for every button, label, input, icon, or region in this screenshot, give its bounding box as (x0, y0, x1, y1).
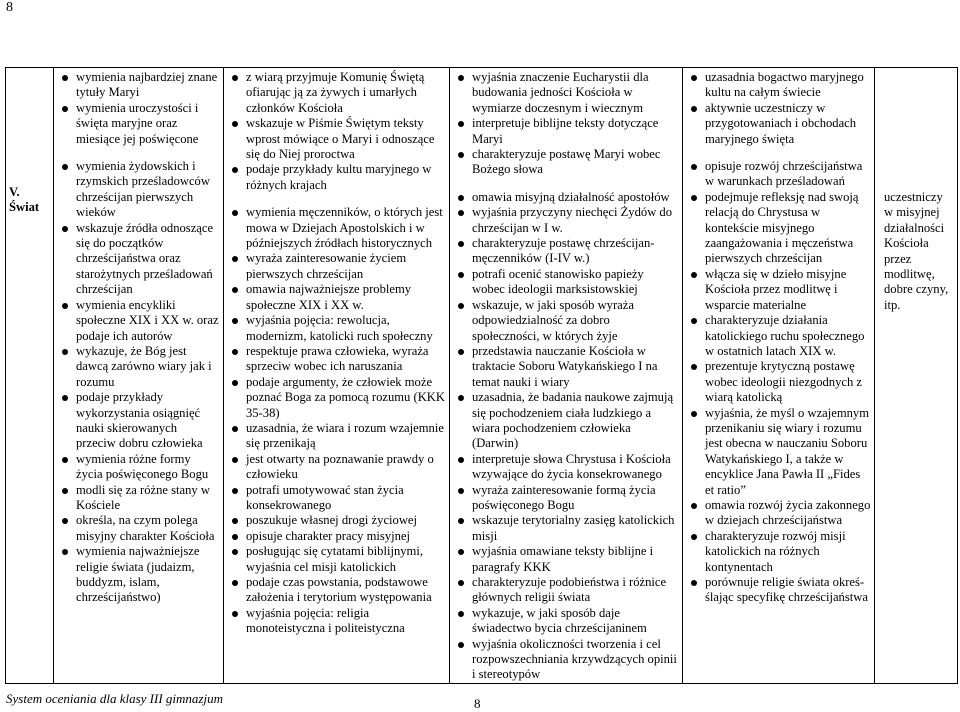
list-item: wyjaśnia, że myśl o wzajemnym przenikaniu się wiary i rozumu jest obecna w nauczaniu Soboru Watykańskiego I, a także w encyklice Jana Pawła II „Fides et ratio” (686, 406, 871, 498)
col1-group (57, 159, 220, 606)
list-item: jest otwarty na poznawanie prawdy o człowieku (227, 452, 446, 483)
list-item: potrafi umotywować stan życia konsekrowanego (227, 483, 446, 514)
list-item: wyjaśnia przyczyny niechęci Żydów do chrześcijan w I w. (453, 205, 679, 236)
list-item: podaje przykłady wykorzystania osiągnięć nauki skierowanych przeciw dobru człowieka (57, 390, 220, 452)
list-item: posługując się cytatami biblijnymi, wyjaśnia cel misji katolickich (227, 544, 446, 575)
page-number-top: 8 (6, 0, 13, 15)
list-item: poszukuje własnej drogi życiowej (227, 513, 446, 528)
list-item: wyjaśnia pojęcia: rewolucja, modernizm, katolicki ruch społeczny (227, 313, 446, 344)
list-item: charakteryzuje działania katolickiego ruchu społecznego w ostatnich latach XIX w. (686, 313, 871, 359)
col2-group (227, 205, 446, 636)
list-item: podejmuje refleksję nad swoją relacją do Chrystusa w kontekście misyjnego zaangażowania i męczeństwa pierwszych chrześcijan (686, 190, 871, 267)
list-item: wymienia różne formy życia poświęconego Bogu (57, 452, 220, 483)
list-item: interpretuje biblijne teksty dotyczące Maryi (453, 116, 679, 147)
list-item: respektuje prawa człowieka, wyraża sprzeciw wobec ich naruszania (227, 344, 446, 375)
col3-group (453, 70, 679, 178)
list-item: charakteryzuje podobieństwa i różnice głównych religii świata (453, 575, 679, 606)
grading-table (5, 67, 958, 684)
list-item: przedstawia nauczanie Kościoła w traktacie Soboru Watykańskiego I na temat nauki i wiary (453, 344, 679, 390)
list-item: wymienia najbardziej znane tytuły Maryi (57, 70, 220, 101)
list-item: wyraża zainteresowanie życiem pierwszych chrześcijan (227, 251, 446, 282)
footer-page-number: 8 (474, 696, 481, 711)
grade-column-4 (683, 68, 875, 684)
list-item: wskazuje źródła odnoszące się do początków chrześcijaństwa oraz starożytnych prześladowań chrześcijan (57, 221, 220, 298)
list-item: charakteryzuje postawę chrześcijan-męczenników (I-IV w.) (453, 236, 679, 267)
list-item: omawia najważniejsze problemy społeczne XIX i XX w. (227, 282, 446, 313)
list-item: wymienia żydowskich i rzymskich prześladowców chrześcijan pierwszych wieków (57, 159, 220, 221)
list-item: podaje argumenty, że człowiek może poznać Boga za pomocą rozumu (KKK 35-38) (227, 375, 446, 421)
list-item: podaje przykłady kultu maryjnego w różnych krajach (227, 162, 446, 193)
list-item: wskazuje w Piśmie Świętym teksty wprost mówiące o Maryi i odnoszące się do Niej proroctwa (227, 116, 446, 162)
list-item: wykazuje, w jaki sposób daje świadectwo bycia chrześcijaninem (453, 606, 679, 637)
list-item: uzasadnia, że badania naukowe zajmują się pochodzeniem ciała ludzkiego a wiara pochodzeniem człowieka (Darwin) (453, 390, 679, 452)
list-item: prezentuje krytyczną postawę wobec ideologii niezgodnych z wiarą katolicką (686, 359, 871, 405)
list-item: wymienia najważniejsze religie świata (judaizm, buddyzm, islam, chrześcijaństwo) (57, 544, 220, 606)
list-item: interpretuje słowa Chrystusa i Kościoła wzywające do życia konsekrowanego (453, 452, 679, 483)
section-label (6, 68, 54, 684)
list-item: określa, na czym polega misyjny charakter Kościoła (57, 513, 220, 544)
list-item: włącza się w dzieło misyjne Kościoła przez modlitwę i wsparcie materialne (686, 267, 871, 313)
footer-title: System oceniania dla klasy III gimnazjum (6, 691, 223, 706)
col4-group (686, 70, 871, 147)
grade-column-1 (54, 68, 224, 684)
list-item: porównuje religie świata okreś-ślając specyfikę chrześcijaństwa (686, 575, 871, 606)
col1-group (57, 70, 220, 147)
col4-group (686, 159, 871, 606)
list-item: aktywnie uczestniczy w przygotowaniach i obchodach maryjnego święta (686, 101, 871, 147)
list-item: uzasadnia, że wiara i rozum wzajemnie się przenikają (227, 421, 446, 452)
section-label-text: V. Świat (9, 185, 40, 215)
list-item: wyjaśnia okoliczności tworzenia i cel rozpowszechniania krzywdzących opinii i stereotypów (453, 637, 679, 683)
list-item: wyjaśnia znaczenie Eucharystii dla budowania jedności Kościoła w wymiarze doczesnym i wiecznym (453, 70, 679, 116)
list-item: wyjaśnia pojęcia: religia monoteistyczna i politeistyczna (227, 606, 446, 637)
grade-column-5 (875, 68, 958, 684)
list-item: modli się za różne stany w Kościele (57, 483, 220, 514)
list-item: charakteryzuje rozwój misji katolickich na różnych kontynentach (686, 529, 871, 575)
list-item: charakteryzuje postawę Maryi wobec Bożego słowa (453, 147, 679, 178)
list-item: wymienia męczenników, o których jest mowa w Dziejach Apostolskich i w późniejszych źródłach historycznych (227, 205, 446, 251)
grade-column-3 (450, 68, 683, 684)
list-item: wykazuje, że Bóg jest dawcą zarówno wiary jak i rozumu (57, 344, 220, 390)
list-item: potrafi ocenić stanowisko papieży wobec ideologii marksistowskiej (453, 267, 679, 298)
grade-column-5-text: uczestniczy w misyjnej działalności Kościoła przez modlitwę, dobre czyny, itp. (884, 190, 949, 312)
list-item: omawia misyjną działalność apostołów (453, 190, 679, 205)
list-item: wymienia uroczystości i święta maryjne oraz miesiące jej poświęcone (57, 101, 220, 147)
list-item: opisuje rozwój chrześcijaństwa w warunkach prześladowań (686, 159, 871, 190)
grade-column-2 (224, 68, 450, 684)
list-item: wyjaśnia omawiane teksty biblijne i paragrafy KKK (453, 544, 679, 575)
list-item: podaje czas powstania, podstawowe założenia i terytorium występowania (227, 575, 446, 606)
list-item: wskazuje terytorialny zasięg katolickich misji (453, 513, 679, 544)
list-item: wskazuje, w jaki sposób wyraża odpowiedzialność za dobro społeczności, w których żyje (453, 298, 679, 344)
list-item: uzasadnia bogactwo maryjnego kultu na całym świecie (686, 70, 871, 101)
list-item: omawia rozwój życia zakonnego w dziejach chrześcijaństwa (686, 498, 871, 529)
col2-group (227, 70, 446, 193)
list-item: z wiarą przyjmuje Komunię Świętą ofiarując ją za żywych i umarłych członków Kościoła (227, 70, 446, 116)
col3-group (453, 190, 679, 683)
list-item: wymienia encykliki społeczne XIX i XX w. oraz podaje ich autorów (57, 298, 220, 344)
list-item: wyraża zainteresowanie formą życia poświęconego Bogu (453, 483, 679, 514)
list-item: opisuje charakter pracy misyjnej (227, 529, 446, 544)
